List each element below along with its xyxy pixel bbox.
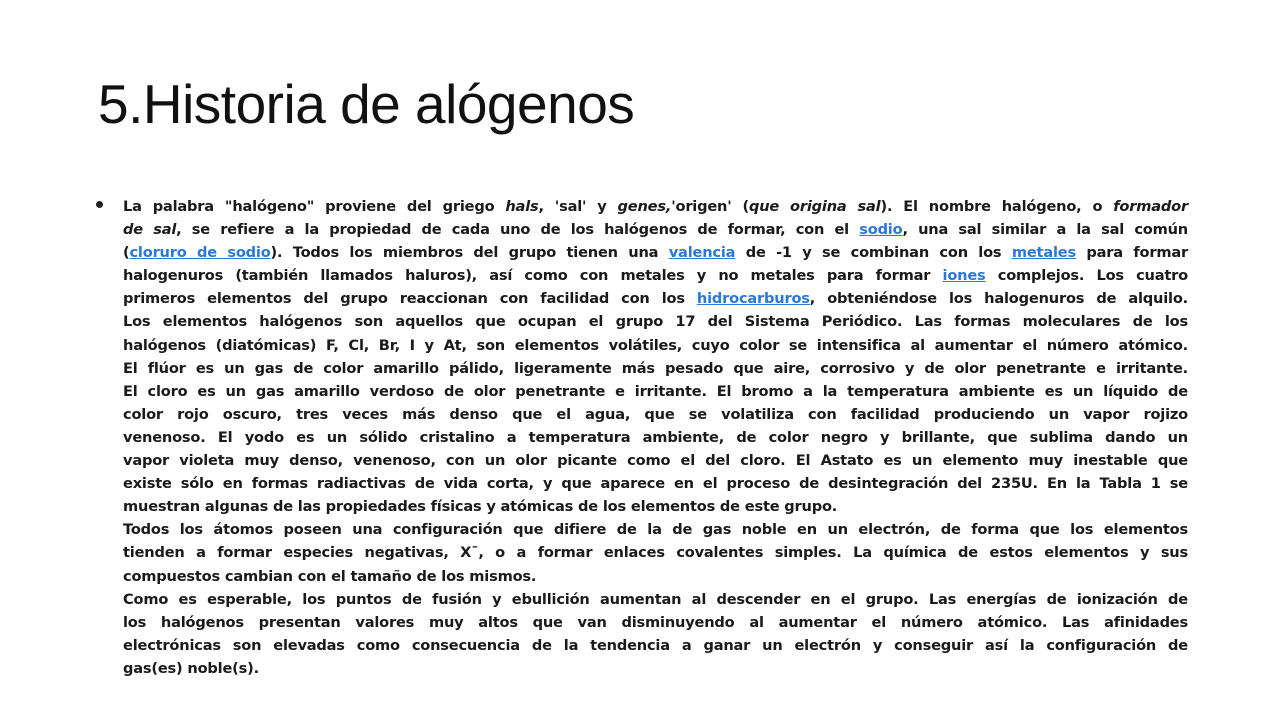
- link-valencia[interactable]: valencia: [668, 244, 736, 262]
- text-run: gas(es) noble(s).: [123, 659, 259, 677]
- text-run: Los elementos halógenos son aquellos que ocupan el grupo 17 del Sistema Periódico. Las formas moleculares de los: [123, 313, 1188, 331]
- text-run: los halógenos presentan valores muy altos que van disminuyendo al aumentar el número atómico. Las afinidades: [123, 613, 1188, 631]
- text-run: de -1 y se combinan con los: [735, 244, 1012, 262]
- text-run: primeros elementos del grupo reaccionan con facilidad con los: [123, 290, 697, 308]
- text-line: [123, 218, 1188, 241]
- text-run: compuestos cambian con el tamaño de los mismos.: [123, 567, 537, 585]
- text-line: [123, 495, 1188, 518]
- text-run: tienden a formar especies negativas, X¯, o a formar enlaces covalentes simples. La química de estos elementos y sus: [123, 544, 1188, 562]
- text-run: halogenuros (también llamados haluros), así como con metales y no metales para formar: [123, 267, 943, 285]
- italic-text: formador: [1113, 198, 1188, 215]
- text-line: [123, 449, 1188, 472]
- text-run: , una sal similar a la sal común: [902, 221, 1189, 239]
- text-line: [123, 611, 1188, 634]
- text-run: , obteniéndose los halogenuros de alquilo.: [809, 290, 1189, 308]
- link-metales[interactable]: metales: [1011, 244, 1076, 262]
- text-line: [123, 657, 1188, 680]
- text-line: [123, 357, 1188, 380]
- text-run: ). El nombre halógeno, o: [880, 198, 1114, 215]
- text-line: [123, 241, 1188, 264]
- link-hidrocarburos[interactable]: hidrocarburos: [696, 290, 810, 308]
- text-run: Todos los átomos poseen una configuración que difiere de la de gas noble en un electrón, de forma que los elementos: [123, 521, 1188, 539]
- text-run: El flúor es un gas de color amarillo pálido, ligeramente más pesado que aire, corrosivo y de olor penetrante e irritante.: [123, 359, 1188, 377]
- text-run: (: [123, 244, 130, 262]
- text-run: existe sólo en formas radiactivas de vida corta, y que aparece en el proceso de desintegración del 235U. En la Tabla 1 se: [123, 475, 1188, 493]
- bullet-item: [96, 195, 1188, 680]
- slide-title: 5.Historia de alógenos: [98, 73, 635, 135]
- text-run: ). Todos los miembros del grupo tienen una: [270, 244, 669, 262]
- link-iones[interactable]: iones: [942, 267, 986, 285]
- link-sodio[interactable]: sodio: [859, 221, 903, 239]
- text-run: para formar: [1075, 244, 1188, 262]
- slide-body: [96, 195, 1188, 680]
- link-cloruro-de-sodio[interactable]: cloruro de sodio: [129, 244, 271, 262]
- text-line: [123, 541, 1188, 564]
- text-line: [123, 334, 1188, 357]
- text-run: color rojo oscuro, tres veces más denso que el agua, que se volatiliza con facilidad produciendo un vapor rojizo: [123, 405, 1188, 423]
- text-line: [123, 588, 1188, 611]
- text-line: [123, 287, 1188, 310]
- text-run: Como es esperable, los puntos de fusión y ebullición aumentan al descender en el grupo. Las energías de ionización de: [123, 590, 1188, 608]
- text-run: 'origen' (: [671, 198, 749, 215]
- italic-text: que origina sal: [748, 198, 881, 215]
- bullet-dot-icon: [96, 201, 103, 208]
- text-line: [123, 380, 1188, 403]
- text-line: [123, 518, 1188, 541]
- text-line: [123, 403, 1188, 426]
- text-run: , 'sal' y: [538, 198, 618, 215]
- text-run: complejos. Los cuatro: [985, 267, 1188, 285]
- text-line: [123, 472, 1188, 495]
- italic-text: hals: [505, 198, 539, 215]
- italic-text: genes,: [617, 198, 672, 215]
- text-run: La palabra "halógeno" proviene del griego: [123, 198, 506, 215]
- text-run: El cloro es un gas amarillo verdoso de olor penetrante e irritante. El bromo a la temperatura ambiente es un líquido de: [123, 382, 1188, 400]
- text-line: [123, 426, 1188, 449]
- text-line: [123, 634, 1188, 657]
- text-run: vapor violeta muy denso, venenoso, con un olor picante como el del cloro. El Astato es un elemento muy inestable que: [123, 452, 1188, 470]
- italic-text: de sal: [123, 221, 177, 239]
- text-run: venenoso. El yodo es un sólido cristalino a temperatura ambiente, de color negro y brillante, que sublima dando un: [123, 428, 1188, 446]
- text-line: [123, 565, 1188, 588]
- text-line: [123, 264, 1188, 287]
- text-run: electrónicas son elevadas como consecuencia de la tendencia a ganar un electrón y conseguir así la configuración de: [123, 636, 1188, 654]
- text-run: halógenos (diatómicas) F, Cl, Br, I y At, son elementos volátiles, cuyo color se intensifica al aumentar el número atómico.: [123, 336, 1188, 354]
- bullet-paragraph: [123, 195, 1188, 680]
- text-run: , se refiere a la propiedad de cada uno de los halógenos de formar, con el: [176, 221, 860, 239]
- text-line: [123, 310, 1188, 333]
- text-run: muestran algunas de las propiedades físicas y atómicas de los elementos de este grupo.: [123, 498, 838, 516]
- text-line: [123, 195, 1188, 218]
